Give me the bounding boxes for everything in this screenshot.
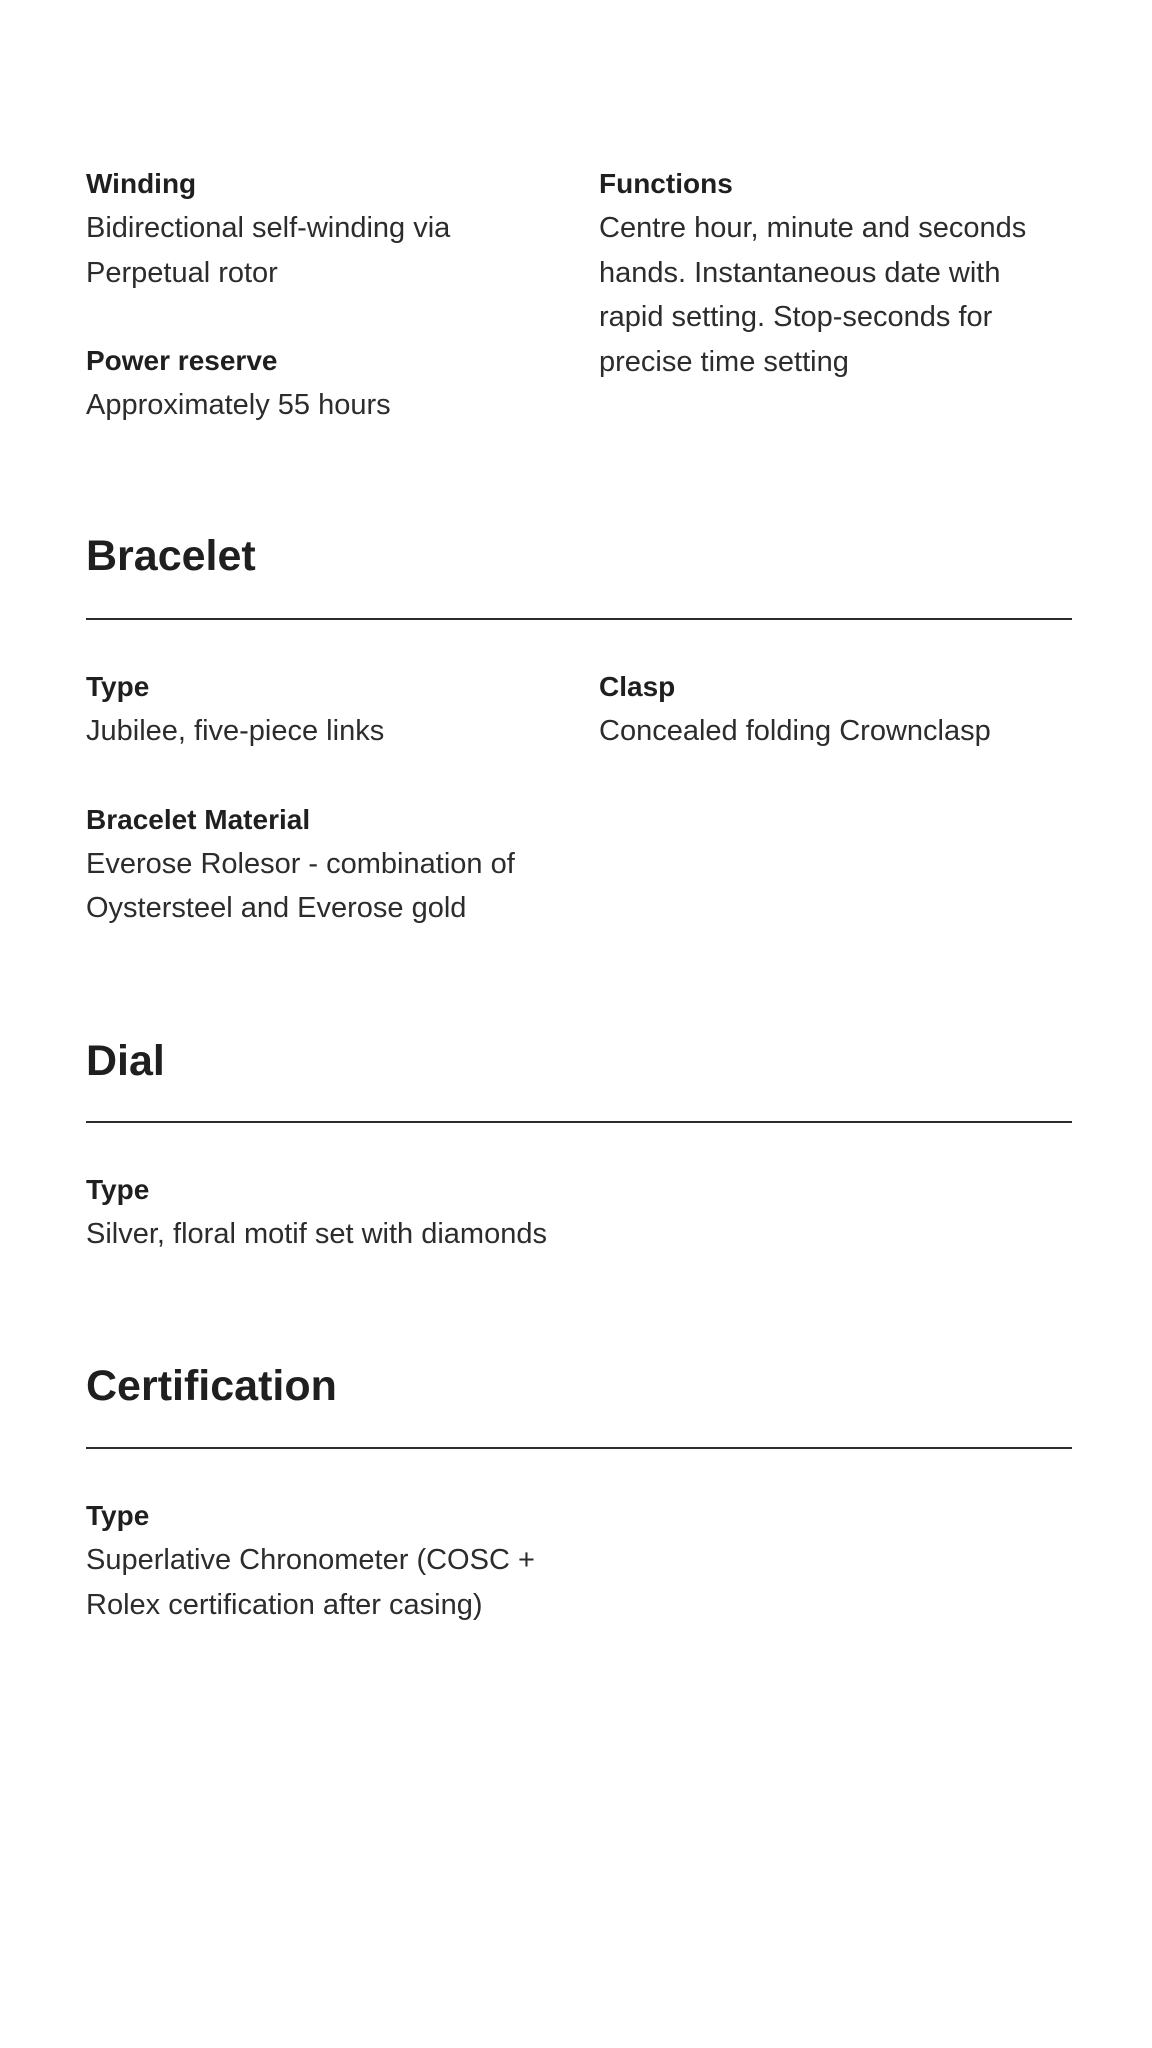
spec-bracelet-material	[86, 798, 599, 931]
spec-value-functions-line: rapid setting. Stop-seconds for	[599, 301, 993, 333]
spec-clasp	[599, 665, 1072, 754]
spec-value-winding	[86, 206, 599, 295]
spec-value-winding-line: Bidirectional self-winding via	[86, 212, 451, 244]
spec-value-winding-line: Perpetual rotor	[86, 256, 278, 289]
spec-label-power-reserve: Power reserve	[86, 345, 278, 376]
movement-right-column	[599, 162, 1072, 472]
spec-label-winding: Winding	[86, 168, 197, 199]
movement-specs	[86, 162, 1072, 472]
section-title-dial: Dial	[86, 1037, 165, 1085]
spec-value-bracelet-material	[86, 842, 599, 931]
spec-value-functions-line: Centre hour, minute and seconds	[599, 212, 1027, 244]
section-title-certification: Certification	[86, 1362, 337, 1410]
spec-winding	[86, 162, 599, 295]
section-title-bracelet: Bracelet	[86, 532, 256, 580]
spec-bracelet-type	[86, 665, 599, 754]
section-divider	[86, 1121, 1072, 1123]
spec-dial-type	[86, 1168, 1072, 1257]
spec-value-certification-type-line: Rolex certification after casing)	[86, 1588, 483, 1621]
spec-label-bracelet-material: Bracelet Material	[86, 803, 311, 835]
spec-value-certification-type	[86, 1538, 1072, 1627]
spec-value-bracelet-material-line: Everose Rolesor - combination of	[86, 847, 515, 880]
spec-value-functions-line: precise time setting	[599, 345, 849, 378]
spec-label-bracelet-type: Type	[86, 671, 150, 702]
section-divider	[86, 618, 1072, 620]
spec-value-bracelet-material-line: Oystersteel and Everose gold	[86, 892, 467, 924]
spec-value-power-reserve: Approximately 55 hours	[86, 389, 391, 421]
spec-value-clasp: Concealed folding Crownclasp	[599, 715, 991, 747]
section-divider	[86, 1447, 1072, 1449]
spec-label-functions: Functions	[599, 168, 733, 199]
spec-label-dial-type: Type	[86, 1174, 150, 1205]
spec-label-certification-type: Type	[86, 1500, 150, 1531]
spec-value-bracelet-type: Jubilee, five-piece links	[86, 715, 385, 747]
spec-value-certification-type-line: Superlative Chronometer (COSC +	[86, 1544, 535, 1576]
bracelet-right-column	[599, 665, 1072, 975]
spec-power-reserve	[86, 339, 599, 428]
spec-functions	[599, 162, 1072, 384]
movement-left-column	[86, 162, 599, 472]
spec-value-functions-line: hands. Instantaneous date with	[599, 256, 1001, 289]
spec-value-functions	[599, 206, 1072, 384]
spec-certification-type	[86, 1494, 1072, 1627]
certification-specs	[86, 1494, 1072, 1671]
bracelet-left-column	[86, 665, 599, 975]
bracelet-specs	[86, 665, 1072, 975]
spec-value-dial-type: Silver, floral motif set with diamonds	[86, 1218, 547, 1250]
spec-label-clasp: Clasp	[599, 671, 676, 702]
dial-specs	[86, 1168, 1072, 1301]
